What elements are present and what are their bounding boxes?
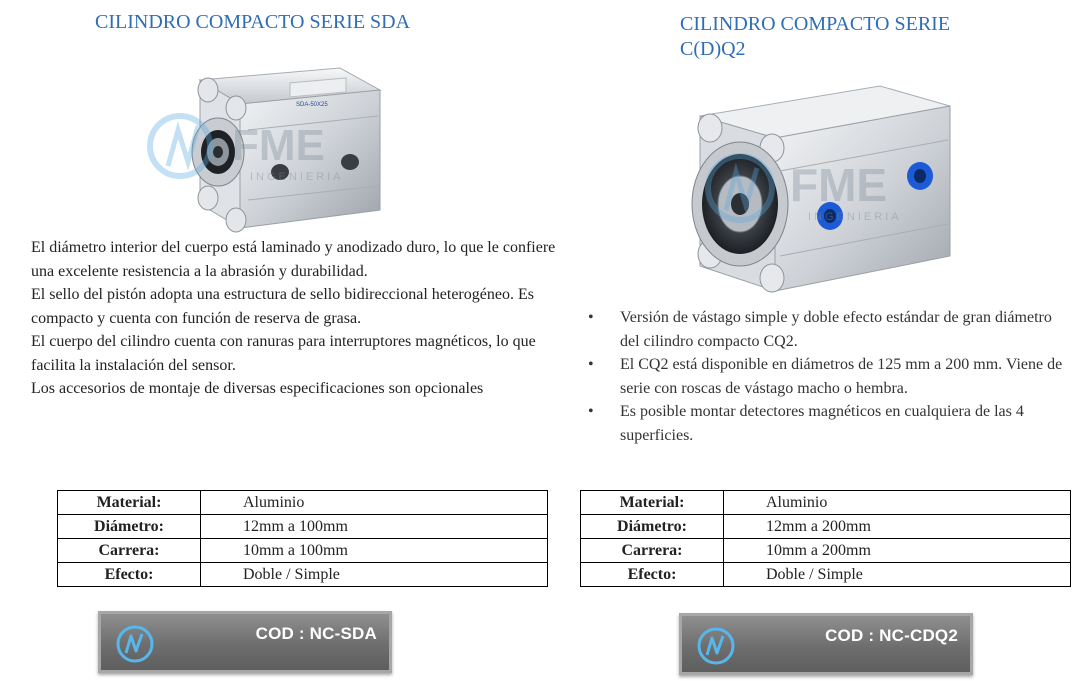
list-item: • Versión de vástago simple y doble efecto estándar de gran diámetro del cilindro compacto CQ2. (588, 306, 1068, 353)
fme-logo-icon (115, 624, 155, 664)
table-row (58, 563, 548, 587)
cdq2-spec-table (580, 490, 1071, 587)
spec-key: Efecto: (581, 563, 724, 587)
cdq2-code: COD : NC-CDQ2 (825, 626, 958, 645)
cdq2-bullet-list (588, 306, 1068, 447)
sda-description-paragraph: El cuerpo del cilindro cuenta con ranuras para interruptores magnéticos, lo que facilita la instalación del sensor. (31, 333, 536, 374)
sda-code-badge (98, 611, 392, 673)
spec-value: Aluminio (201, 491, 548, 515)
sda-code: COD : NC-SDA (255, 624, 377, 643)
spec-value: 10mm a 200mm (724, 539, 1071, 563)
table-row (58, 515, 548, 539)
sda-description-paragraph: El sello del pistón adopta una estructura de sello bidireccional heterogéneo. Es compacto y cuenta con función de reserva de grasa. (31, 286, 534, 327)
watermark-sub: INGENIERIA (808, 211, 902, 223)
fme-logo-icon (696, 626, 736, 666)
sda-description (31, 236, 556, 401)
spec-key: Carrera: (581, 539, 724, 563)
spec-value: Aluminio (724, 491, 1071, 515)
spec-value: 12mm a 100mm (201, 515, 548, 539)
spec-key: Efecto: (58, 563, 201, 587)
table-row (58, 491, 548, 515)
table-row (581, 515, 1071, 539)
product-cdq2 (570, 0, 1072, 681)
table-row (58, 539, 548, 563)
cdq2-cylinder-image (680, 66, 970, 306)
sda-spec-table (57, 490, 548, 587)
spec-value: Doble / Simple (724, 563, 1071, 587)
cdq2-code-badge (679, 613, 973, 675)
spec-value: 10mm a 100mm (201, 539, 548, 563)
spec-key: Carrera: (58, 539, 201, 563)
watermark-sub: INGENIERIA (250, 171, 344, 183)
sda-cylinder-image (140, 60, 400, 240)
watermark-brand: FME (232, 121, 325, 170)
spec-value: Doble / Simple (201, 563, 548, 587)
spec-value: 12mm a 200mm (724, 515, 1071, 539)
table-row (581, 491, 1071, 515)
sda-description-paragraph: El diámetro interior del cuerpo está laminado y anodizado duro, lo que le confiere una excelente resistencia a la abrasión y durabilidad. (31, 239, 556, 280)
spec-key: Diámetro: (581, 515, 724, 539)
spec-key: Material: (581, 491, 724, 515)
watermark-brand: FME (790, 159, 888, 211)
table-row (581, 563, 1071, 587)
spec-key: Diámetro: (58, 515, 201, 539)
product-title-sda: CILINDRO COMPACTO SERIE SDA (95, 11, 411, 33)
sda-description-paragraph: Los accesorios de montaje de diversas especificaciones son opcionales (31, 380, 484, 397)
table-row (581, 539, 1071, 563)
list-item: • El CQ2 está disponible en diámetros de 125 mm a 200 mm. Viene de serie con roscas de vástago macho o hembra. (588, 353, 1068, 400)
product-title-cdq2: CILINDRO COMPACTO SERIE C(D)Q2 (680, 13, 951, 60)
spec-key: Material: (58, 491, 201, 515)
list-item: • Es posible montar detectores magnéticos en cualquiera de las 4 superficies. (588, 400, 1068, 447)
sda-nameplate: SDA-50X25 (296, 102, 328, 108)
